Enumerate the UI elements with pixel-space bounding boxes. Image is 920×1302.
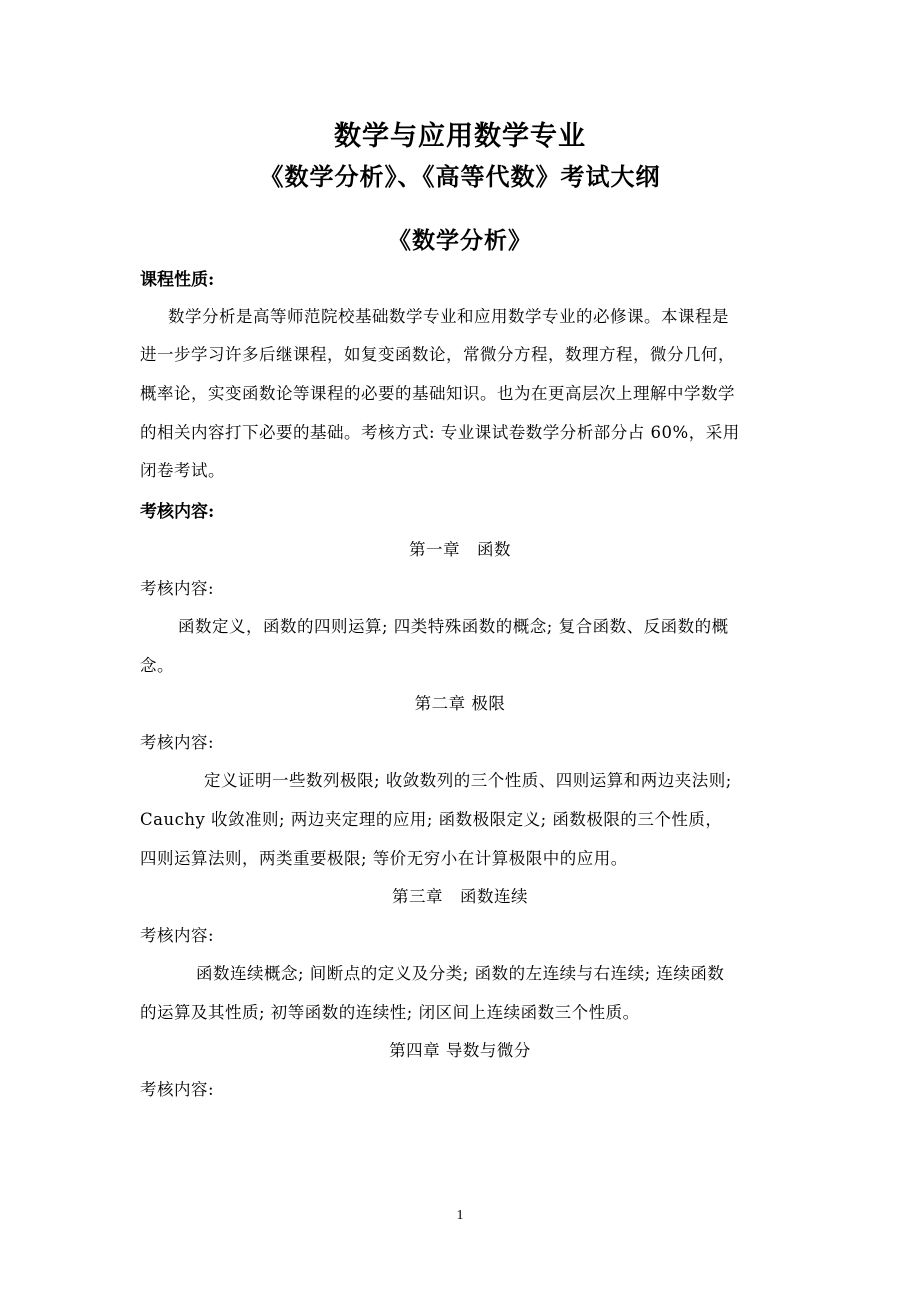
chapter-line: 函数定义，函数的四则运算; 四类特殊函数的概念; 复合函数、反函数的概 — [178, 617, 729, 636]
chapter-title: 第四章 导数与微分 — [389, 1041, 531, 1060]
chapter-line: 的运算及其性质; 初等函数的连续性; 闭区间上连续函数三个性质。 — [140, 1003, 640, 1022]
chapter-label: 考核内容: — [140, 579, 215, 598]
section-title: 《数学分析》 — [388, 227, 532, 254]
chapter-line: 念。 — [140, 656, 174, 675]
chapter-label: 考核内容: — [140, 926, 215, 945]
chapter-label: 考核内容: — [140, 733, 215, 752]
chapter-line: 函数连续概念; 间断点的定义及分类; 函数的左连续与右连续; 连续函数 — [196, 964, 725, 983]
chapter-title: 第三章 函数连续 — [392, 887, 528, 906]
exam-content-heading: 考核内容: — [140, 502, 215, 522]
paragraph-line: 闭卷考试。 — [140, 461, 225, 480]
chapter-title: 第二章 极限 — [414, 694, 506, 713]
chapter-label: 考核内容: — [140, 1080, 215, 1099]
chapter-line: 定义证明一些数列极限; 收敛数列的三个性质、四则运算和两边夹法则; — [204, 771, 732, 790]
page-number: 1 — [456, 1208, 464, 1223]
paragraph-line: 概率论，实变函数论等课程的必要的基础知识。也为在更高层次上理解中学数学 — [140, 384, 735, 403]
course-nature-heading: 课程性质: — [140, 270, 215, 290]
chapter-line: 四则运算法则，两类重要极限; 等价无穷小在计算极限中的应用。 — [140, 849, 628, 868]
chapter-line: Cauchy 收敛准则; 两边夹定理的应用; 函数极限定义; 函数极限的三个性质， — [140, 810, 723, 829]
paragraph-line: 进一步学习许多后继课程，如复变函数论，常微分方程，数理方程，微分几何， — [140, 345, 735, 364]
paragraph-line: 的相关内容打下必要的基础。考核方式: 专业课试卷数学分析部分占 60%，采用 — [140, 423, 740, 442]
document-subtitle: 《数学分析》、《高等代数》考试大纲 — [259, 162, 661, 191]
chapter-title: 第一章 函数 — [409, 540, 511, 559]
paragraph-line: 数学分析是高等师范院校基础数学专业和应用数学专业的必修课。本课程是 — [168, 307, 729, 326]
document-title: 数学与应用数学专业 — [334, 121, 586, 152]
